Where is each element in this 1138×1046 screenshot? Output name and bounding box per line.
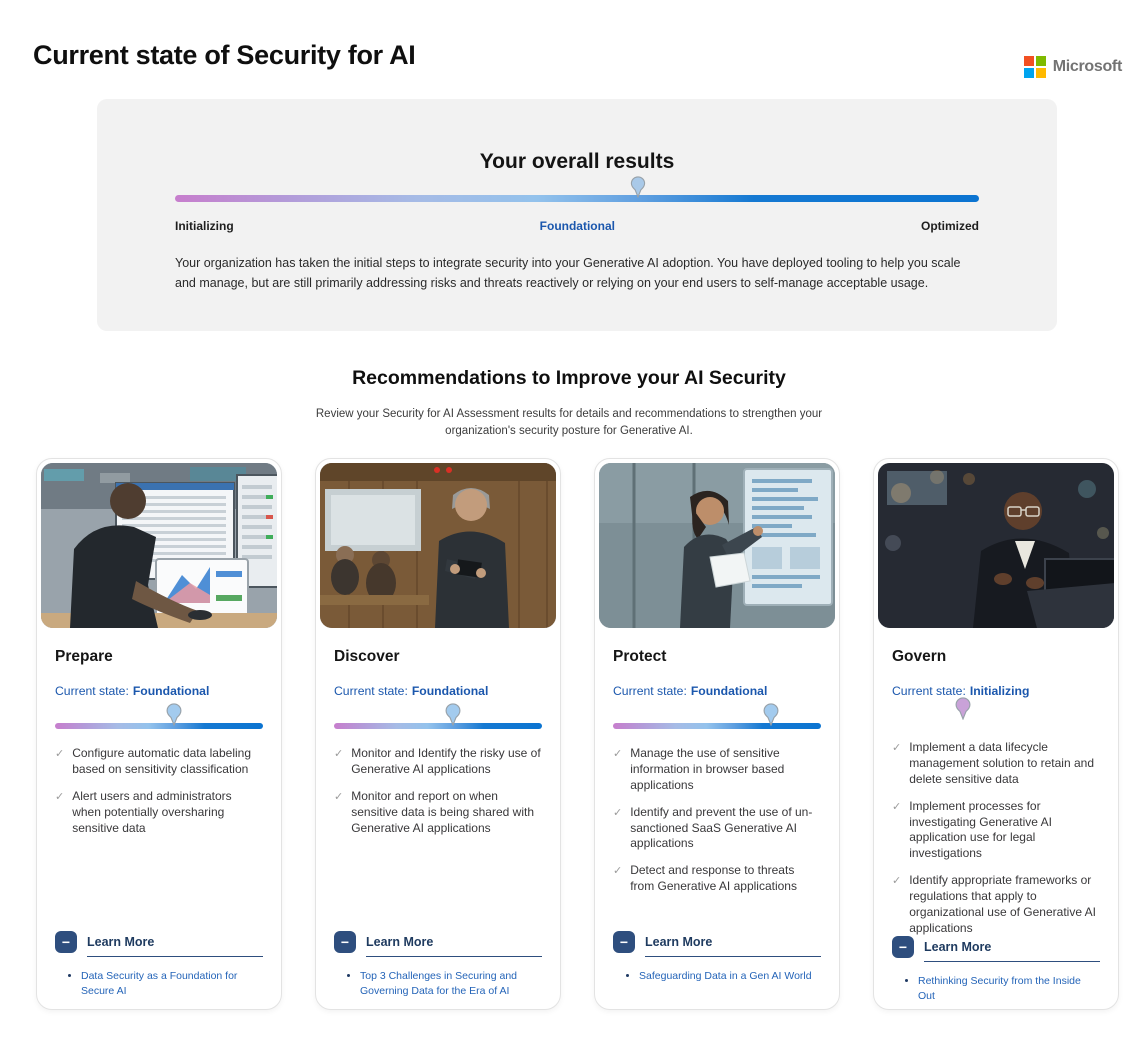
card-progress-track [55,723,263,729]
learn-more-link[interactable]: Learn More [366,935,542,957]
scale-label-foundational: Foundational [539,219,615,234]
microsoft-wordmark: Microsoft [1052,58,1122,75]
scale-label-optimized: Optimized [920,219,979,234]
checklist-item [334,746,542,778]
card-marker-pin-icon [445,703,461,726]
checklist-item-text: Monitor and report on when sensitive data is being shared with Generative AI applications [351,789,534,835]
recommendation-cards [36,458,1138,1010]
card-marker-pin-icon [166,703,182,726]
card-current-state [613,684,821,698]
checklist-item [55,746,263,778]
card-checklist [613,746,821,895]
resource-links [613,969,821,999]
check-icon: ✓ [892,742,902,755]
resource-link[interactable]: Rethinking Security from the Inside Out [918,975,1081,1003]
checklist-item-text: Implement processes for investigating Generative AI application use for legal investigations [909,798,1052,861]
collapse-toggle-button[interactable] [55,931,77,953]
resource-link-item [360,969,542,998]
collapse-toggle-button[interactable] [613,931,635,953]
checklist-item [613,863,821,895]
card-photo-protect [599,463,835,628]
check-icon: ✓ [613,806,623,819]
card-title: Discover [334,648,400,666]
learn-more-row [55,931,263,953]
card-current-state [55,684,263,698]
resource-link[interactable]: Data Security as a Foundation for Secure AI [81,970,238,998]
check-icon: ✓ [892,800,902,813]
learn-more-row [892,936,1100,958]
card-progress-track [613,723,821,729]
overall-scale-labels [175,219,979,233]
card-title: Prepare [55,648,113,666]
check-icon: ✓ [892,875,902,888]
state-value: Foundational [690,684,768,699]
card-discover [315,458,561,1010]
checklist-item-text: Identify appropriate frameworks or regulations that apply to organizational use of Generative AI applications [909,873,1097,935]
check-icon: ✓ [613,748,623,761]
resource-links [892,974,1100,1004]
state-value: Foundational [411,684,489,699]
card-progress-bar [55,723,263,729]
card-marker-pin-icon [955,697,971,720]
overall-progress-bar [175,195,979,202]
check-icon: ✓ [613,865,623,878]
card-title: Protect [613,648,667,666]
checklist-item-text: Implement a data lifecycle management solution to retain and delete sensitive data [909,740,1095,786]
overall-results-panel [97,99,1057,331]
checklist-item-text: Detect and response to threats from Generative AI applications [630,863,797,894]
resource-link-item [81,969,263,998]
resource-link[interactable]: Safeguarding Data in a Gen AI World [639,970,812,983]
state-value: Foundational [132,684,210,699]
card-photo-prepare [41,463,277,628]
overall-marker-pin-icon [631,176,646,198]
card-checklist [55,746,263,836]
checklist-item [334,789,542,836]
card-photo-govern [878,463,1114,628]
resource-links [334,969,542,999]
checklist-item [892,740,1100,787]
minus-icon: − [340,934,350,951]
overall-progress-track [175,195,979,202]
resource-link-item [918,974,1100,1003]
collapse-toggle-button[interactable] [892,936,914,958]
card-checklist [334,746,542,836]
card-marker-pin-icon [763,703,779,726]
page-title: Current state of Security for AI [33,40,416,70]
minus-icon: − [61,934,71,951]
microsoft-logo-icon [1024,56,1046,78]
check-icon: ✓ [334,791,344,803]
checklist-item [55,789,263,836]
minus-icon: − [898,939,908,956]
check-icon: ✓ [55,791,65,803]
learn-more-row [613,931,821,953]
recommendations-title: Recommendations to Improve your AI Security [352,366,786,389]
checklist-item-text: Configure automatic data labeling based on sensitivity classification [72,746,251,777]
overall-description: Your organization has taken the initial steps to integrate security into your Generative AI adoption. You have deployed tooling to help you scale and manage, but are still primarily addressing risks and threats reactively or relying on your end users to self-manage acceptable usage. [175,256,961,290]
card-photo-discover [320,463,556,628]
check-icon: ✓ [334,748,344,761]
card-progress-track [334,723,542,729]
state-label: Current state: [613,684,687,699]
learn-more-link[interactable]: Learn More [645,935,821,957]
resource-links [55,969,263,999]
checklist-item-text: Alert users and administrators when potentially oversharing sensitive data [72,789,232,835]
resource-link-item [639,969,821,984]
checklist-item-text: Identify and prevent the use of un-sanctioned SaaS Generative AI applications [630,804,813,851]
minus-icon: − [619,934,629,951]
card-current-state [892,684,1100,698]
card-protect [594,458,840,1010]
learn-more-row [334,931,542,953]
resource-link[interactable]: Top 3 Challenges in Securing and Governing Data for the Era of AI [360,970,518,998]
checklist-item [892,799,1100,862]
checklist-item [613,746,821,793]
state-label: Current state: [892,684,966,699]
state-label: Current state: [334,684,408,699]
collapse-toggle-button[interactable] [334,931,356,953]
card-checklist [892,740,1100,936]
card-prepare [36,458,282,1010]
learn-more-link[interactable]: Learn More [87,935,263,957]
check-icon: ✓ [55,748,65,761]
card-progress-bar [613,723,821,729]
checklist-item-text: Monitor and Identify the risky use of Generative AI applications [351,746,541,777]
overall-results-title: Your overall results [479,150,675,174]
learn-more-link[interactable]: Learn More [924,940,1100,962]
state-label: Current state: [55,684,129,699]
microsoft-logo [1024,56,1122,78]
state-value: Initializing [969,684,1030,699]
checklist-item-text: Manage the use of sensitive information in browser based applications [630,746,785,792]
checklist-item [892,873,1100,936]
scale-label-initializing: Initializing [175,219,234,234]
card-progress-bar [334,723,542,729]
recommendations-subtitle: Review your Security for AI Assessment results for details and recommendations to strengthen your organization's security posture for Generative AI. [315,407,823,438]
checklist-item [613,805,821,852]
card-current-state [334,684,542,698]
card-title: Govern [892,648,947,666]
card-govern [873,458,1119,1010]
